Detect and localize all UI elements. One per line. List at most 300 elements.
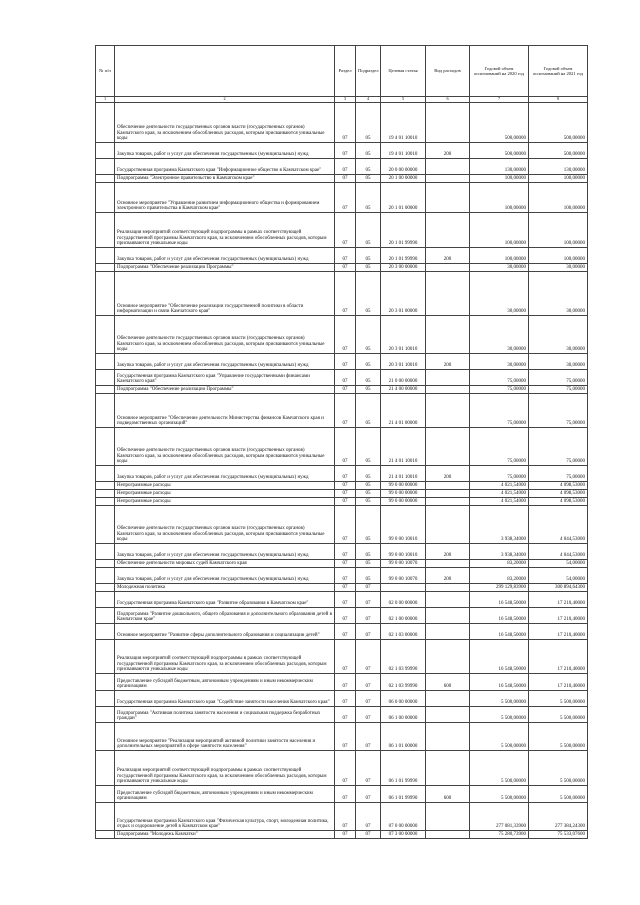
csr-cell: 99 0 00 10010 — [381, 544, 426, 560]
vr-cell — [426, 175, 470, 183]
table-row — [96, 608, 588, 624]
vr-cell — [426, 272, 470, 316]
sum-2021-cell: 75,00000 — [529, 394, 588, 428]
sum-2020-cell: 5 500,00000 — [470, 751, 529, 786]
header-sum-2020: Годовой объем ассигнований на 2020 год — [470, 46, 529, 97]
razdel-cell: 07 — [335, 723, 356, 751]
sum-2020-cell: 30,00000 — [470, 272, 529, 316]
podrazdel-cell: 05 — [356, 466, 381, 482]
header-num: № п/п — [96, 46, 115, 97]
name-cell: Подпрограмма "Обеспечение реализации Программы" — [115, 386, 335, 394]
num-cell — [96, 370, 115, 386]
name-cell: Обеспечение деятельности государственных органов власти (государственных органов) Камчатского края, за исключением обособленных расходов, которым присваиваются уникальные коды — [115, 103, 335, 143]
csr-cell: 20 1 01 99990 — [381, 248, 426, 264]
sum-2021-cell: 75,00000 — [529, 428, 588, 466]
vr-cell — [426, 316, 470, 354]
table-row — [96, 183, 588, 213]
sum-2021-cell: 75 533,07600 — [529, 831, 588, 839]
csr-cell: 20 0 00 00000 — [381, 159, 426, 175]
index-cell: 5 — [381, 97, 426, 103]
sum-2021-cell: 100,00000 — [529, 175, 588, 183]
podrazdel-cell: 05 — [356, 490, 381, 498]
sum-2021-cell: 4 098,53000 — [529, 482, 588, 490]
sum-2021-cell: 17 210,40000 — [529, 674, 588, 691]
table-row — [96, 482, 588, 490]
vr-cell — [426, 608, 470, 624]
csr-cell: 02 1 03 99990 — [381, 674, 426, 691]
vr-cell — [426, 370, 470, 386]
csr-cell: 06 1 01 99990 — [381, 786, 426, 803]
sum-2021-cell: 5 500,00000 — [529, 786, 588, 803]
num-cell — [96, 707, 115, 723]
sum-2020-cell: 30,00000 — [470, 316, 529, 354]
podrazdel-cell: 05 — [356, 316, 381, 354]
sum-2021-cell: 5 500,00000 — [529, 751, 588, 786]
sum-2020-cell: 500,00000 — [470, 143, 529, 159]
table-row — [96, 498, 588, 506]
num-cell — [96, 264, 115, 272]
table-row — [96, 560, 588, 568]
table-row — [96, 316, 588, 354]
podrazdel-cell: 05 — [356, 370, 381, 386]
sum-2021-cell: 30,00000 — [529, 272, 588, 316]
table-row — [96, 370, 588, 386]
vr-cell — [426, 592, 470, 608]
table-row — [96, 831, 588, 839]
podrazdel-cell: 07 — [356, 803, 381, 831]
num-cell — [96, 466, 115, 482]
num-cell — [96, 394, 115, 428]
csr-cell: 20 3 01 10010 — [381, 316, 426, 354]
vr-cell — [426, 640, 470, 674]
csr-cell: 20 3 01 00000 — [381, 272, 426, 316]
sum-2020-cell: 100,00000 — [470, 175, 529, 183]
name-cell: Реализация мероприятий соответствующей подпрограммы в рамках соответствующей государственной программы Камчатского края, за исключением обособленных расходов, которым присваиваются уникальные коды — [115, 213, 335, 248]
razdel-cell: 07 — [335, 175, 356, 183]
razdel-cell: 07 — [335, 640, 356, 674]
table-row — [96, 568, 588, 584]
podrazdel-cell: 07 — [356, 592, 381, 608]
sum-2021-cell: 4 098,53000 — [529, 498, 588, 506]
sum-2020-cell: 5 500,00000 — [470, 786, 529, 803]
razdel-cell: 07 — [335, 272, 356, 316]
name-cell: Подпрограмма "Развитие дошкольного, общего образования и дополнительного образования детей в Камчатском крае" — [115, 608, 335, 624]
podrazdel-cell: 07 — [356, 786, 381, 803]
vr-cell: 600 — [426, 786, 470, 803]
vr-cell — [426, 691, 470, 707]
podrazdel-cell: 05 — [356, 183, 381, 213]
name-cell: Государственная программа Камчатского края "Информационное общество в Камчатском крае" — [115, 159, 335, 175]
name-cell: Молодежная политика — [115, 584, 335, 592]
name-cell: Непрограммные расходы — [115, 490, 335, 498]
sum-2020-cell: 75,00000 — [470, 466, 529, 482]
podrazdel-cell: 07 — [356, 707, 381, 723]
num-cell — [96, 183, 115, 213]
sum-2020-cell: 16 548,50000 — [470, 592, 529, 608]
razdel-cell: 07 — [335, 466, 356, 482]
header-razdel: Раздел — [335, 46, 356, 97]
num-cell — [96, 213, 115, 248]
table-row — [96, 103, 588, 143]
sum-2020-cell: 75,00000 — [470, 386, 529, 394]
name-cell: Закупка товаров, работ и услуг для обеспечения государственных (муниципальных) нужд — [115, 354, 335, 370]
podrazdel-cell: 05 — [356, 394, 381, 428]
table-row — [96, 490, 588, 498]
name-cell: Основное мероприятие "Развитие сферы дополнительного образования и социализации детей" — [115, 624, 335, 640]
podrazdel-cell: 07 — [356, 723, 381, 751]
csr-cell: 21 0 00 00000 — [381, 370, 426, 386]
num-cell — [96, 640, 115, 674]
name-cell: Обеспечение деятельности государственных органов власти (государственных органов) Камчатского края, за исключением обособленных расходов, которым присваиваются уникальные коды — [115, 316, 335, 354]
index-cell: 4 — [356, 97, 381, 103]
sum-2021-cell: 30,00000 — [529, 316, 588, 354]
sum-2021-cell: 500,00000 — [529, 143, 588, 159]
podrazdel-cell: 07 — [356, 751, 381, 786]
num-cell — [96, 751, 115, 786]
podrazdel-cell: 05 — [356, 175, 381, 183]
sum-2021-cell: 30,00000 — [529, 264, 588, 272]
podrazdel-cell: 07 — [356, 674, 381, 691]
sum-2020-cell: 4 021,54000 — [470, 482, 529, 490]
csr-cell: 06 1 01 00000 — [381, 723, 426, 751]
sum-2021-cell: 5 500,00000 — [529, 691, 588, 707]
num-cell — [96, 786, 115, 803]
razdel-cell: 07 — [335, 786, 356, 803]
razdel-cell: 07 — [335, 103, 356, 143]
csr-cell: 20 1 01 99990 — [381, 213, 426, 248]
vr-cell — [426, 103, 470, 143]
csr-cell: 99 0 00 10070 — [381, 560, 426, 568]
sum-2020-cell: 30,00000 — [470, 354, 529, 370]
vr-cell — [426, 831, 470, 839]
num-cell — [96, 691, 115, 707]
sum-2020-cell: 130,00000 — [470, 159, 529, 175]
num-cell — [96, 316, 115, 354]
table-row — [96, 159, 588, 175]
podrazdel-cell: 07 — [356, 608, 381, 624]
vr-cell: 200 — [426, 248, 470, 264]
razdel-cell: 07 — [335, 691, 356, 707]
podrazdel-cell: 05 — [356, 354, 381, 370]
csr-cell: 20 1 00 00000 — [381, 175, 426, 183]
podrazdel-cell: 07 — [356, 624, 381, 640]
index-cell: 2 — [115, 97, 335, 103]
name-cell: Закупка товаров, работ и услуг для обеспечения государственных (муниципальных) нужд — [115, 248, 335, 264]
index-cell: 7 — [470, 97, 529, 103]
vr-cell — [426, 183, 470, 213]
name-cell: Непрограммные расходы — [115, 498, 335, 506]
podrazdel-cell: 05 — [356, 544, 381, 560]
podrazdel-cell: 05 — [356, 506, 381, 544]
sum-2020-cell: 5 500,00000 — [470, 707, 529, 723]
sum-2020-cell: 5 500,00000 — [470, 691, 529, 707]
podrazdel-cell: 05 — [356, 498, 381, 506]
num-cell — [96, 608, 115, 624]
razdel-cell: 07 — [335, 316, 356, 354]
csr-cell: 99 0 00 00000 — [381, 498, 426, 506]
sum-2020-cell: 5 500,00000 — [470, 723, 529, 751]
name-cell: Закупка товаров, работ и услуг для обеспечения государственных (муниципальных) нужд — [115, 568, 335, 584]
name-cell: Предоставление субсидий бюджетным, автономным учреждениям и иным некоммерческим организациям — [115, 674, 335, 691]
sum-2020-cell: 299 129,83900 — [470, 584, 529, 592]
name-cell: Основное мероприятие "Обеспечение реализации государственной политики в области информатизации и связи Камчатского края" — [115, 272, 335, 316]
name-cell: Государственная программа Камчатского края "Управление государственными финансами Камчатского края" — [115, 370, 335, 386]
razdel-cell: 07 — [335, 370, 356, 386]
sum-2021-cell: 5 500,00000 — [529, 707, 588, 723]
sum-2020-cell: 75 280,73900 — [470, 831, 529, 839]
sum-2020-cell: 16 548,50000 — [470, 624, 529, 640]
name-cell: Государственная программа Камчатского края "Содействие занятости населения Камчатского края" — [115, 691, 335, 707]
podrazdel-cell: 05 — [356, 213, 381, 248]
num-cell — [96, 560, 115, 568]
razdel-cell: 07 — [335, 674, 356, 691]
csr-cell: 19 4 01 10010 — [381, 143, 426, 159]
index-cell: 6 — [426, 97, 470, 103]
vr-cell — [426, 506, 470, 544]
name-cell: Закупка товаров, работ и услуг для обеспечения государственных (муниципальных) нужд — [115, 466, 335, 482]
sum-2020-cell: 75,00000 — [470, 370, 529, 386]
name-cell: Закупка товаров, работ и услуг для обеспечения государственных (муниципальных) нужд — [115, 143, 335, 159]
razdel-cell: 07 — [335, 544, 356, 560]
index-cell: 8 — [529, 97, 588, 103]
sum-2020-cell: 3 938,34000 — [470, 544, 529, 560]
table-row — [96, 674, 588, 691]
table-row — [96, 751, 588, 786]
sum-2021-cell: 300 894,64300 — [529, 584, 588, 592]
csr-cell: 21 4 00 00000 — [381, 386, 426, 394]
sum-2020-cell: 75,00000 — [470, 394, 529, 428]
razdel-cell: 07 — [335, 624, 356, 640]
csr-cell: 07 3 00 00000 — [381, 831, 426, 839]
podrazdel-cell: 07 — [356, 691, 381, 707]
razdel-cell: 07 — [335, 264, 356, 272]
sum-2021-cell: 75,00000 — [529, 466, 588, 482]
name-cell: Государственная программа Камчатского края "Физическая культура, спорт, молодежная политика, отдых и оздоровление детей в Камчатском крае" — [115, 803, 335, 831]
num-cell — [96, 723, 115, 751]
num-cell — [96, 674, 115, 691]
table-row — [96, 354, 588, 370]
num-cell — [96, 386, 115, 394]
sum-2020-cell: 100,00000 — [470, 183, 529, 213]
num-cell — [96, 354, 115, 370]
vr-cell: 200 — [426, 544, 470, 560]
sum-2021-cell: 4 044,53000 — [529, 544, 588, 560]
header-csr: Целевая статья — [381, 46, 426, 97]
header-name — [115, 46, 335, 97]
razdel-cell: 07 — [335, 490, 356, 498]
csr-cell: 21 4 01 00000 — [381, 394, 426, 428]
razdel-cell: 07 — [335, 560, 356, 568]
num-cell — [96, 544, 115, 560]
csr-cell: 21 4 01 10010 — [381, 466, 426, 482]
vr-cell — [426, 213, 470, 248]
table-row — [96, 386, 588, 394]
sum-2021-cell: 17 210,40000 — [529, 592, 588, 608]
table-row — [96, 624, 588, 640]
sum-2021-cell: 17 210,40000 — [529, 624, 588, 640]
name-cell: Подпрограмма "Активная политика занятости населения и социальная поддержка безработных граждан" — [115, 707, 335, 723]
vr-cell — [426, 394, 470, 428]
vr-cell — [426, 482, 470, 490]
razdel-cell: 07 — [335, 354, 356, 370]
sum-2020-cell: 4 021,54000 — [470, 498, 529, 506]
table-row — [96, 691, 588, 707]
csr-cell: 02 0 00 00000 — [381, 592, 426, 608]
table-row — [96, 272, 588, 316]
table-row — [96, 264, 588, 272]
vr-cell — [426, 264, 470, 272]
sum-2021-cell: 130,00000 — [529, 159, 588, 175]
name-cell: Предоставление субсидий бюджетным, автономным учреждениям и иным некоммерческим организациям — [115, 786, 335, 803]
table-row — [96, 707, 588, 723]
sum-2021-cell: 4 098,53000 — [529, 490, 588, 498]
podrazdel-cell: 05 — [356, 248, 381, 264]
csr-cell: 21 4 01 10010 — [381, 428, 426, 466]
table-row — [96, 428, 588, 466]
razdel-cell: 07 — [335, 159, 356, 175]
header-podrazdel: Подраздел — [356, 46, 381, 97]
index-cell: 1 — [96, 97, 115, 103]
razdel-cell: 07 — [335, 506, 356, 544]
vr-cell: 200 — [426, 568, 470, 584]
table-body — [96, 103, 588, 839]
name-cell: Основное мероприятие "Обеспечение деятельности Министерства финансов Камчатского края и подведомственных организаций" — [115, 394, 335, 428]
sum-2020-cell: 83,20000 — [470, 560, 529, 568]
csr-cell: 02 1 03 99990 — [381, 640, 426, 674]
csr-cell: 20 1 01 00000 — [381, 183, 426, 213]
csr-cell: 99 0 00 10010 — [381, 506, 426, 544]
name-cell: Обеспечение деятельности государственных органов власти (государственных органов) Камчатского края, за исключением обособленных расходов, которым присваиваются уникальные коды — [115, 428, 335, 466]
num-cell — [96, 624, 115, 640]
vr-cell — [426, 584, 470, 592]
num-cell — [96, 428, 115, 466]
sum-2021-cell: 277 384,24300 — [529, 803, 588, 831]
sum-2021-cell: 75,00000 — [529, 370, 588, 386]
sum-2020-cell: 75,00000 — [470, 428, 529, 466]
sum-2021-cell: 100,00000 — [529, 213, 588, 248]
num-cell — [96, 159, 115, 175]
table-row — [96, 175, 588, 183]
podrazdel-cell: 05 — [356, 386, 381, 394]
sum-2020-cell: 83,20000 — [470, 568, 529, 584]
index-cell: 3 — [335, 97, 356, 103]
razdel-cell: 07 — [335, 213, 356, 248]
podrazdel-cell: 05 — [356, 143, 381, 159]
vr-cell — [426, 707, 470, 723]
razdel-cell: 07 — [335, 498, 356, 506]
razdel-cell: 07 — [335, 143, 356, 159]
name-cell: Реализация мероприятий соответствующей подпрограммы в рамках соответствующей государственной программы Камчатского края, за исключением обособленных расходов, которым присваиваются уникальные коды — [115, 640, 335, 674]
table-row — [96, 466, 588, 482]
csr-cell: 06 1 01 99990 — [381, 751, 426, 786]
table-row — [96, 803, 588, 831]
razdel-cell: 07 — [335, 803, 356, 831]
razdel-cell: 07 — [335, 386, 356, 394]
csr-cell: 07 0 00 00000 — [381, 803, 426, 831]
csr-cell: 99 0 00 10070 — [381, 568, 426, 584]
vr-cell — [426, 560, 470, 568]
name-cell: Основное мероприятие "Реализация мероприятий активной политики занятости населения и дополнительных мероприятий в сфере занятости населения" — [115, 723, 335, 751]
sum-2020-cell: 30,00000 — [470, 264, 529, 272]
name-cell: Обеспечение деятельности мировых судей Камчатского края — [115, 560, 335, 568]
csr-cell: 19 4 01 10010 — [381, 103, 426, 143]
podrazdel-cell: 05 — [356, 103, 381, 143]
name-cell: Подпрограмма "Молодежь Камчатки" — [115, 831, 335, 839]
sum-2020-cell: 16 548,50000 — [470, 608, 529, 624]
name-cell: Реализация мероприятий соответствующей подпрограммы в рамках соответствующей государственной программы Камчатского края, за исключением обособленных расходов, которым присваиваются уникальные коды — [115, 751, 335, 786]
sum-2021-cell: 100,00000 — [529, 248, 588, 264]
sum-2021-cell: 54,00000 — [529, 560, 588, 568]
num-cell — [96, 272, 115, 316]
podrazdel-cell: 05 — [356, 272, 381, 316]
sum-2021-cell: 75,00000 — [529, 386, 588, 394]
podrazdel-cell: 05 — [356, 264, 381, 272]
razdel-cell: 07 — [335, 394, 356, 428]
num-cell — [96, 831, 115, 839]
sum-2020-cell: 16 548,50000 — [470, 674, 529, 691]
table-row — [96, 786, 588, 803]
header-row — [96, 46, 588, 97]
vr-cell — [426, 751, 470, 786]
csr-cell: 06 1 00 00000 — [381, 707, 426, 723]
table-row — [96, 723, 588, 751]
podrazdel-cell: 05 — [356, 159, 381, 175]
podrazdel-cell: 07 — [356, 640, 381, 674]
table-row — [96, 248, 588, 264]
header-vr: Вид расходов — [426, 46, 470, 97]
sum-2021-cell: 5 500,00000 — [529, 723, 588, 751]
table-row — [96, 394, 588, 428]
num-cell — [96, 482, 115, 490]
csr-cell: 06 0 00 00000 — [381, 691, 426, 707]
razdel-cell: 07 — [335, 428, 356, 466]
razdel-cell: 07 — [335, 482, 356, 490]
sum-2021-cell: 4 044,53000 — [529, 506, 588, 544]
vr-cell — [426, 498, 470, 506]
num-cell — [96, 803, 115, 831]
podrazdel-cell: 05 — [356, 428, 381, 466]
num-cell — [96, 490, 115, 498]
table-row — [96, 213, 588, 248]
sum-2020-cell: 3 938,34000 — [470, 506, 529, 544]
name-cell: Обеспечение деятельности государственных органов власти (государственных органов) Камчатского края, за исключением обособленных расходов, которым присваиваются уникальные коды — [115, 506, 335, 544]
sum-2020-cell: 100,00000 — [470, 248, 529, 264]
podrazdel-cell: 07 — [356, 831, 381, 839]
vr-cell: 200 — [426, 143, 470, 159]
num-cell — [96, 506, 115, 544]
razdel-cell: 07 — [335, 183, 356, 213]
sum-2021-cell: 500,00000 — [529, 103, 588, 143]
vr-cell: 200 — [426, 354, 470, 370]
csr-cell: 99 0 00 00000 — [381, 482, 426, 490]
num-cell — [96, 592, 115, 608]
sum-2020-cell: 16 548,50000 — [470, 640, 529, 674]
vr-cell: 200 — [426, 466, 470, 482]
name-cell: Основное мероприятие "Управление развитием информационного общества и формированием электронного правительства в Камчатском крае" — [115, 183, 335, 213]
csr-cell: 02 1 00 00000 — [381, 608, 426, 624]
podrazdel-cell: 05 — [356, 482, 381, 490]
name-cell: Непрограммные расходы — [115, 482, 335, 490]
vr-cell — [426, 624, 470, 640]
table-row — [96, 143, 588, 159]
num-cell — [96, 143, 115, 159]
vr-cell — [426, 428, 470, 466]
vr-cell — [426, 386, 470, 394]
name-cell: Закупка товаров, работ и услуг для обеспечения государственных (муниципальных) нужд — [115, 544, 335, 560]
razdel-cell: 07 — [335, 751, 356, 786]
csr-cell: 20 3 01 10010 — [381, 354, 426, 370]
podrazdel-cell: 05 — [356, 560, 381, 568]
